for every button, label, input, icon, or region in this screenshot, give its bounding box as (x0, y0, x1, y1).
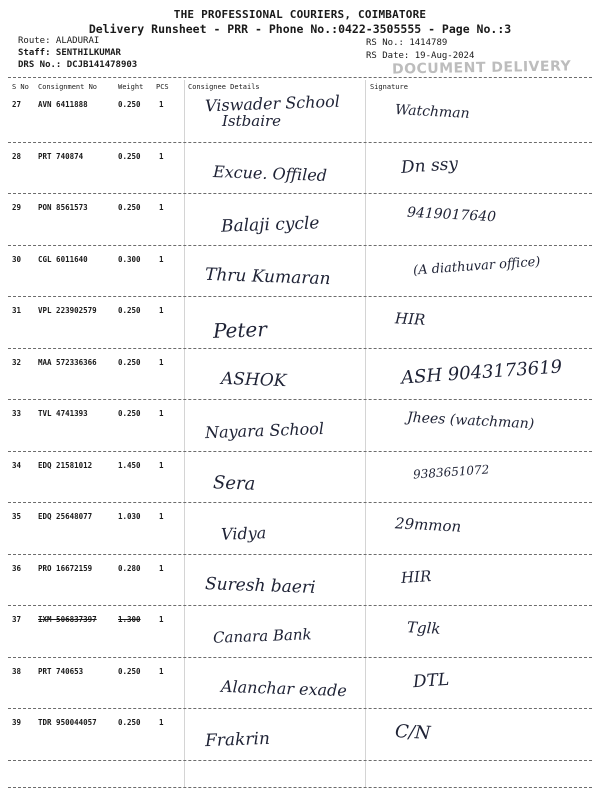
row-sno: 31 (12, 306, 22, 315)
row-sno: 35 (12, 512, 22, 521)
rs-number: RS No.: 1414789 (366, 38, 448, 48)
row-pcs: 1 (159, 563, 164, 573)
row-signature-handwriting: Dn ssy (400, 153, 459, 178)
row-sno: 27 (12, 100, 22, 109)
column-header-sno: S No (12, 83, 29, 91)
row-separator (8, 657, 592, 658)
row-weight: 1.300 (118, 615, 141, 624)
column-header-pcs: PCS (156, 83, 169, 91)
column-header-consignee: Consignee Details (188, 83, 260, 91)
row-consignee-handwriting: Vidya (220, 523, 267, 544)
row-separator (8, 605, 592, 606)
row-separator (8, 451, 592, 452)
row-weight: 1.030 (118, 512, 141, 521)
row-pcs: 1 (159, 100, 164, 109)
row-separator (8, 502, 592, 503)
row-weight: 0.250 (118, 100, 141, 109)
row-separator (8, 760, 592, 761)
row-signature-handwriting: DTL (412, 669, 450, 692)
row-sno: 38 (12, 666, 22, 676)
column-header-signature: Signature (370, 83, 408, 91)
row-consignee-handwriting: Frakrin (204, 728, 271, 752)
row-sno: 37 (12, 615, 22, 624)
row-pcs: 1 (159, 718, 164, 727)
row-sno: 30 (12, 254, 22, 264)
row-separator (8, 554, 592, 555)
row-consignment-number: PRT 740874 (38, 151, 84, 161)
row-sno: 34 (12, 460, 22, 470)
row-consignment-number: PON 8561573 (38, 203, 88, 212)
row-consignment-number: PRT 740653 (38, 666, 84, 676)
row-separator (8, 142, 592, 143)
row-signature-handwriting: 9419017640 (406, 204, 497, 226)
row-weight: 1.450 (118, 460, 141, 470)
row-consignment-number: PRO 16672159 (38, 563, 93, 573)
row-consignment-number: MAA 572336366 (38, 357, 97, 367)
row-signature-handwriting: 9383651072 (412, 461, 490, 482)
row-consignment-number: EDQ 25648077 (38, 512, 93, 521)
row-separator (8, 348, 592, 349)
row-signature-handwriting: Jhees (watchman) (406, 409, 535, 433)
row-pcs: 1 (159, 512, 164, 521)
row-signature-handwriting: C/N (394, 721, 432, 744)
row-consignee-handwriting: ASHOK (220, 368, 287, 391)
row-weight: 0.280 (118, 563, 141, 573)
row-consignee-handwriting: Alanchar exade (220, 676, 348, 700)
row-pcs: 1 (159, 357, 164, 367)
row-signature-handwriting: ASH 9043173619 (400, 355, 563, 389)
row-signature-handwriting: 29mmon (394, 514, 462, 536)
row-weight: 0.250 (118, 409, 141, 418)
row-pcs: 1 (159, 203, 164, 212)
row-consignment-number: TVL 4741393 (38, 409, 88, 418)
row-consignee-handwriting: Viswader School (204, 91, 341, 116)
runsheet-subtitle: Delivery Runsheet - PRR - Phone No.:0422-3505555 - Page No.:3 (88, 22, 512, 36)
column-header-consignment: Consignment No (38, 83, 98, 91)
column-divider-signature (365, 80, 366, 787)
row-weight: 0.250 (118, 306, 141, 315)
row-sno: 33 (12, 409, 22, 418)
row-pcs: 1 (159, 615, 164, 624)
row-sno: 28 (12, 151, 22, 161)
row-separator (8, 193, 592, 194)
row-pcs: 1 (159, 409, 164, 418)
drs-number: DRS No.: DCJB141478903 (18, 60, 138, 70)
row-signature-handwriting: HIR (394, 309, 426, 329)
row-consignment-number: TDR 950044057 (38, 718, 97, 727)
row-consignee-handwriting: Suresh baeri (204, 573, 316, 598)
row-consignee-handwriting: Sera (212, 471, 256, 495)
row-signature-handwriting: Tglk (406, 618, 441, 638)
row-pcs: 1 (159, 306, 164, 315)
row-signature-handwriting: (A diathuvar office) (412, 254, 541, 278)
row-consignee-handwriting: Peter (212, 317, 268, 343)
row-consignment-number: EDQ 21581012 (38, 460, 93, 470)
row-pcs: 1 (159, 666, 164, 676)
route-label: Route: ALADURAI (18, 36, 100, 46)
row-sno: 29 (12, 203, 22, 212)
row-consignee-handwriting-line2: Istbaire (222, 112, 282, 130)
row-pcs: 1 (159, 254, 164, 264)
table-bottom-border (8, 787, 592, 788)
row-weight: 0.250 (118, 718, 141, 727)
row-sno: 32 (12, 357, 22, 367)
staff-label: Staff: SENTHILKUMAR (18, 48, 121, 58)
row-signature-handwriting: HIR (400, 566, 432, 587)
row-consignee-handwriting: Balaji cycle (220, 213, 320, 237)
row-weight: 0.300 (118, 254, 141, 264)
column-header-weight: Weight (118, 83, 144, 91)
row-consignee-handwriting: Thru Kumaran (204, 264, 331, 289)
column-divider-consignee (184, 80, 185, 787)
row-signature-handwriting: Watchman (394, 102, 471, 122)
header-divider-top (8, 77, 592, 78)
row-consignment-number: AVN 6411888 (38, 100, 88, 109)
row-weight: 0.250 (118, 203, 141, 212)
row-consignee-handwriting: Excue. Offiled (212, 161, 328, 185)
row-separator (8, 708, 592, 709)
row-separator (8, 245, 592, 246)
row-sno: 36 (12, 563, 22, 573)
row-weight: 0.250 (118, 666, 141, 676)
row-consignment-number: IXM 506837397 (38, 615, 97, 624)
row-weight: 0.250 (118, 357, 141, 367)
row-consignee-handwriting: Nayara School (204, 418, 325, 443)
row-separator (8, 399, 592, 400)
company-title: THE PROFESSIONAL COURIERS, COIMBATORE (173, 8, 427, 21)
row-pcs: 1 (159, 460, 164, 470)
row-consignment-number: CGL 6011640 (38, 254, 88, 264)
row-separator (8, 296, 592, 297)
row-pcs: 1 (159, 151, 164, 161)
row-sno: 39 (12, 718, 22, 727)
row-consignment-number: VPL 223902579 (38, 306, 97, 315)
row-weight: 0.250 (118, 151, 141, 161)
row-consignee-handwriting: Canara Bank (212, 625, 312, 647)
rs-date: RS Date: 19-Aug-2024 (366, 51, 475, 61)
document-delivery-stamp: DOCUMENT DELIVERY (391, 58, 572, 78)
